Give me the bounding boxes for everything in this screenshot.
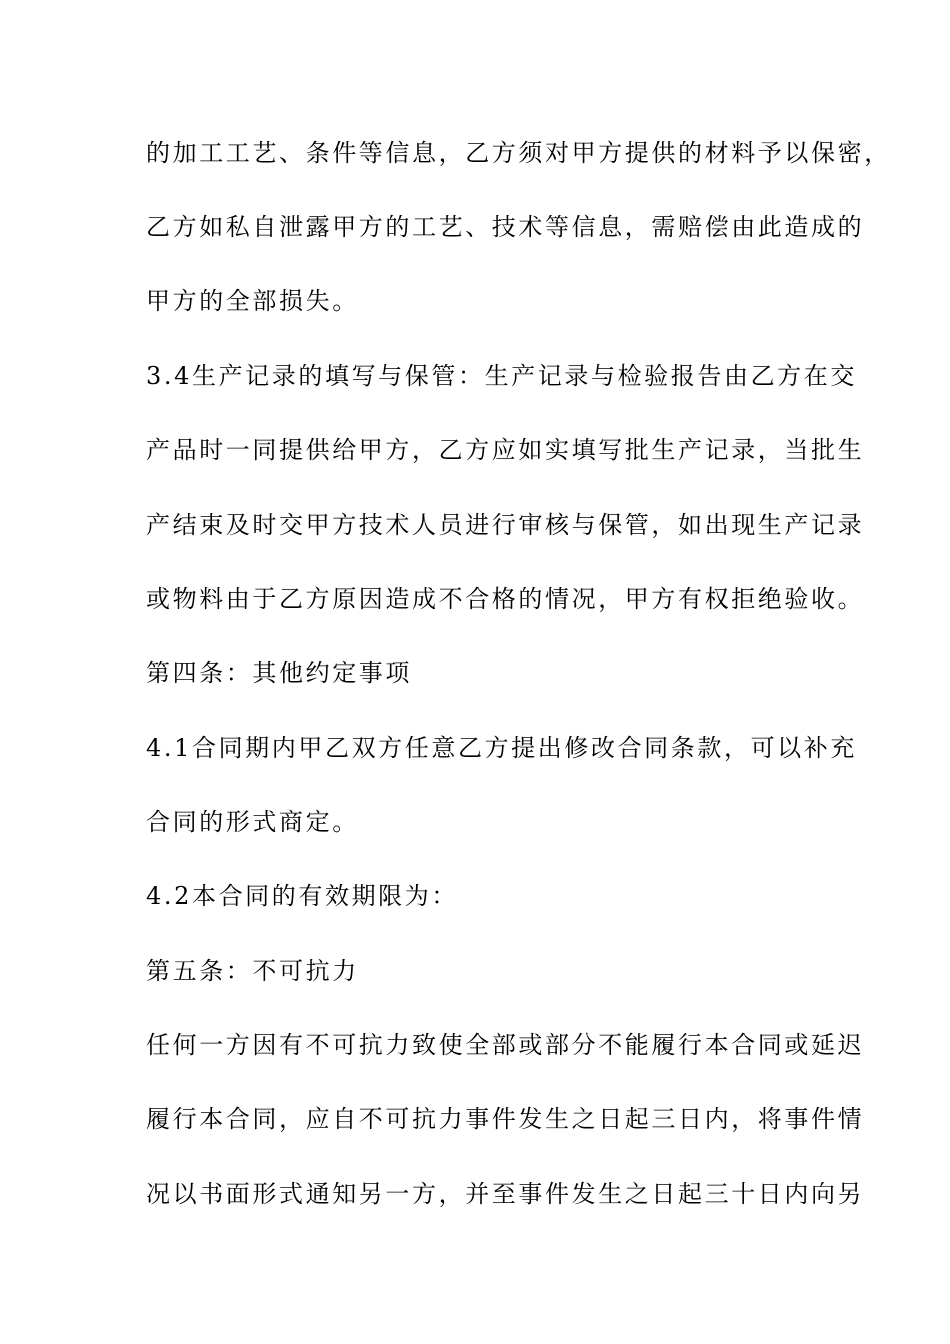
text-line: 履行本合同，应自不可抗力事件发生之日起三日内，将事件情 [146,1105,865,1133]
text-line: 合同的形式商定。 [146,808,359,836]
text-line: 甲方的全部损失。 [146,287,359,315]
text-line: 的加工工艺、条件等信息，乙方须对甲方提供的材料予以保密， [146,139,891,167]
text-line: 4.1合同期内甲乙双方任意乙方提出修改合同条款，可以补充 [146,734,857,762]
text-line: 产品时一同提供给甲方，乙方应如实填写批生产记录，当批生 [146,436,865,464]
text-line: 况以书面形式通知另一方，并至事件发生之日起三十日内向另 [146,1180,865,1208]
section-heading: 第五条：不可抗力 [146,957,359,985]
text-line: 4.2本合同的有效期限为： [146,882,458,910]
text-line: 3.4生产记录的填写与保管：生产记录与检验报告由乙方在交 [146,362,857,390]
text-line: 任何一方因有不可抗力致使全部或部分不能履行本合同或延迟 [146,1031,865,1059]
section-heading: 第四条：其他约定事项 [146,659,412,687]
text-line: 或物料由于乙方原因造成不合格的情况，甲方有权拒绝验收。 [146,585,865,613]
text-line: 产结束及时交甲方技术人员进行审核与保管，如出现生产记录 [146,511,865,539]
text-line: 乙方如私自泄露甲方的工艺、技术等信息，需赔偿由此造成的 [146,213,865,241]
